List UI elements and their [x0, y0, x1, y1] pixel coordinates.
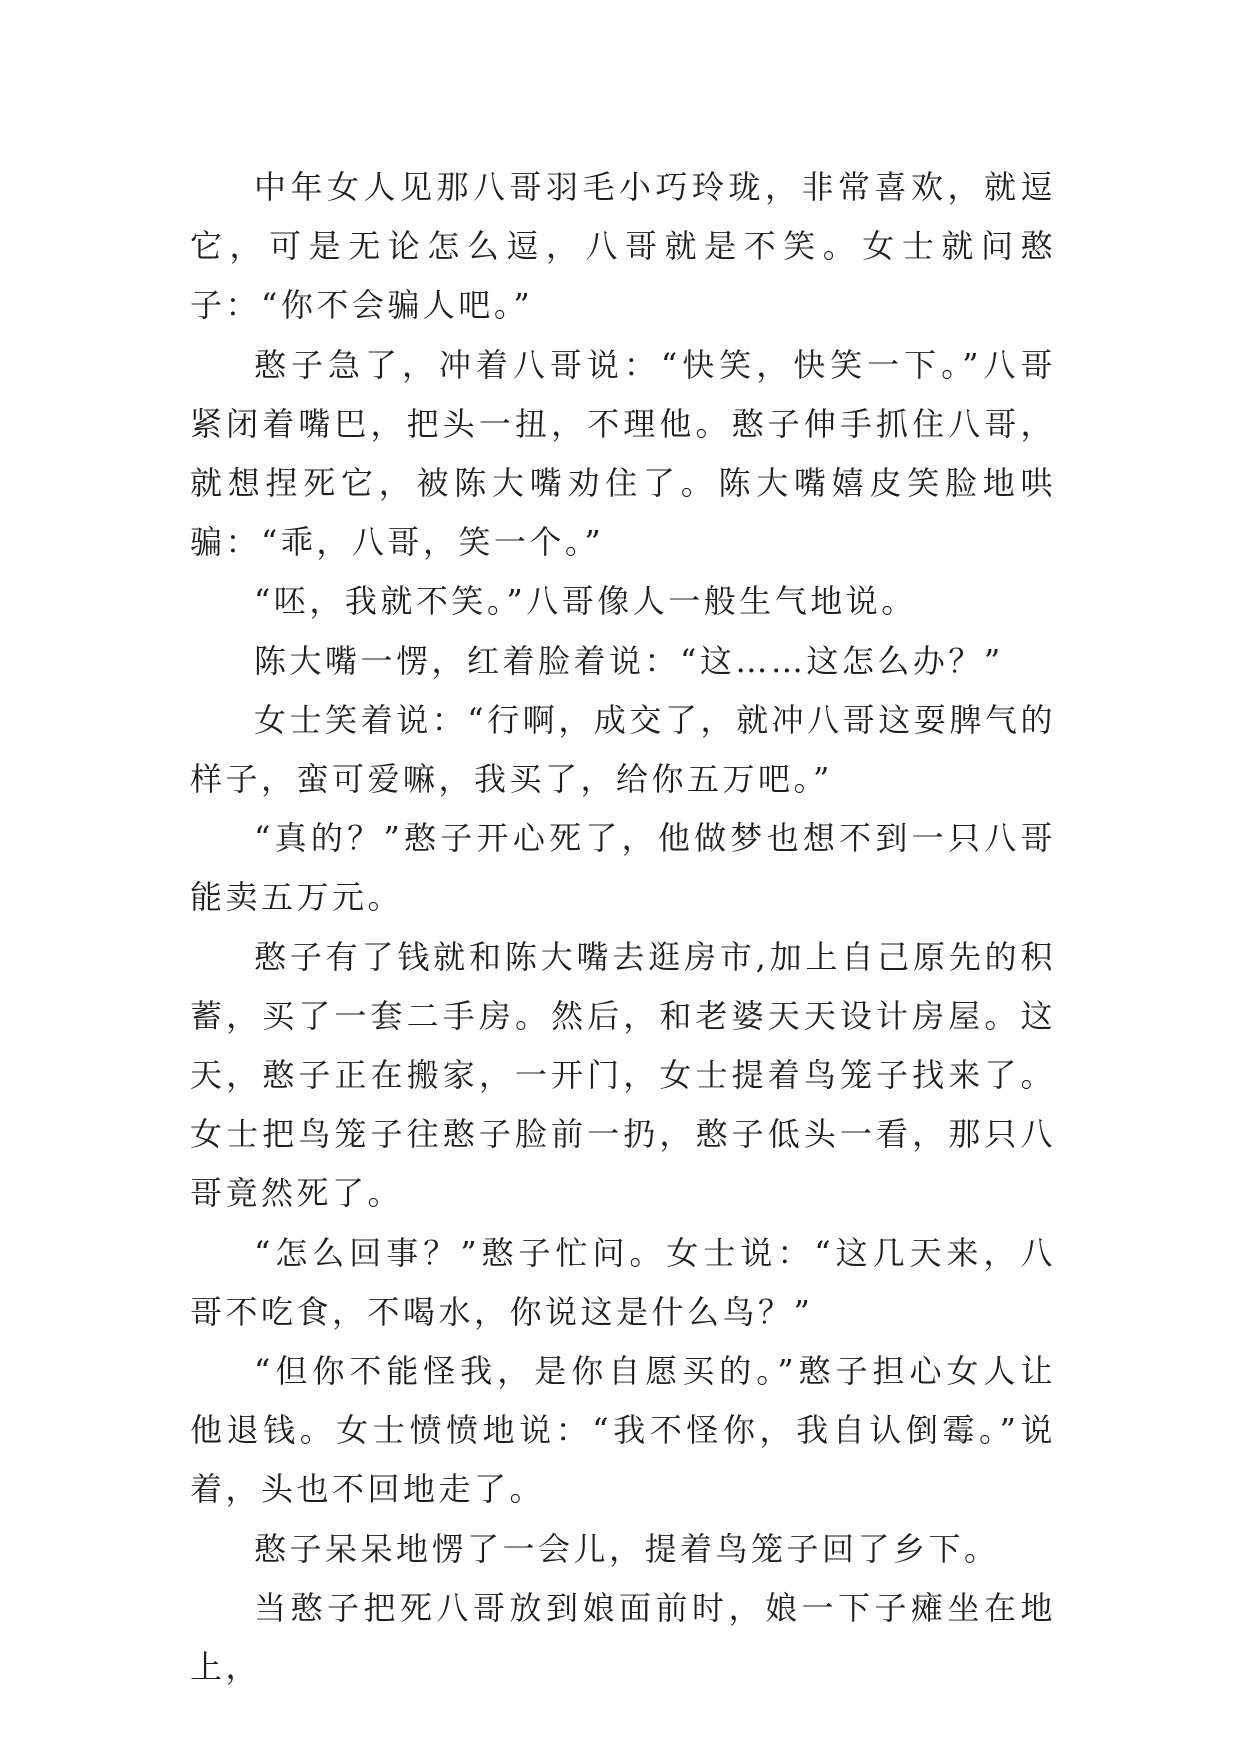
- paragraph: “但你不能怪我，是你自愿买的。”憨子担心女人让他退钱。女士愤愤地说：“我不怪你，我自认倒霉。”说着，头也不回地走了。: [190, 1352, 1056, 1509]
- paragraph: 憨子呆呆地愣了一会儿，提着鸟笼子回了乡下。: [254, 1529, 1000, 1568]
- paragraph: “呸，我就不笑。”八哥像人一般生气地说。: [254, 582, 917, 621]
- paragraph: 陈大嘴一愣，红着脸着说：“这……这怎么办？”: [254, 641, 1004, 680]
- paragraph: 中年女人见那八哥羽毛小巧玲珑，非常喜欢，就逗它，可是无论怎么逗，八哥就是不笑。女士就问憨子：“你不会骗人吧。”: [190, 168, 1056, 325]
- paragraph: 女士笑着说：“行啊，成交了，就冲八哥这耍脾气的样子，蛮可爱嘛，我买了，给你五万吧。”: [190, 700, 1056, 799]
- paragraph: 当憨子把死八哥放到娘面前时，娘一下子瘫坐在地上，: [190, 1588, 1056, 1687]
- story-text: [190, 158, 1056, 1697]
- paragraph: 憨子急了，冲着八哥说：“快笑，快笑一下。”八哥紧闭着嘴巴，把头一扭，不理他。憨子伸手抓住八哥，就想捏死它，被陈大嘴劝住了。陈大嘴嬉皮笑脸地哄骗：“乖，八哥，笑一个。”: [190, 345, 1056, 562]
- paragraph: “真的？”憨子开心死了，他做梦也想不到一只八哥能卖五万元。: [190, 819, 1056, 917]
- paragraph: 憨子有了钱就和陈大嘴去逛房市,加上自己原先的积蓄，买了一套二手房。然后，和老婆天天设计房屋。这天，憨子正在搬家，一开门，女士提着鸟笼子找来了。女士把鸟笼子往憨子脸前一扔，憨子低头一看，那只八哥竟然死了。: [190, 937, 1056, 1213]
- paragraph: “怎么回事？”憨子忙问。女士说：“这几天来，八哥不吃食，不喝水，你说这是什么鸟？”: [190, 1233, 1056, 1331]
